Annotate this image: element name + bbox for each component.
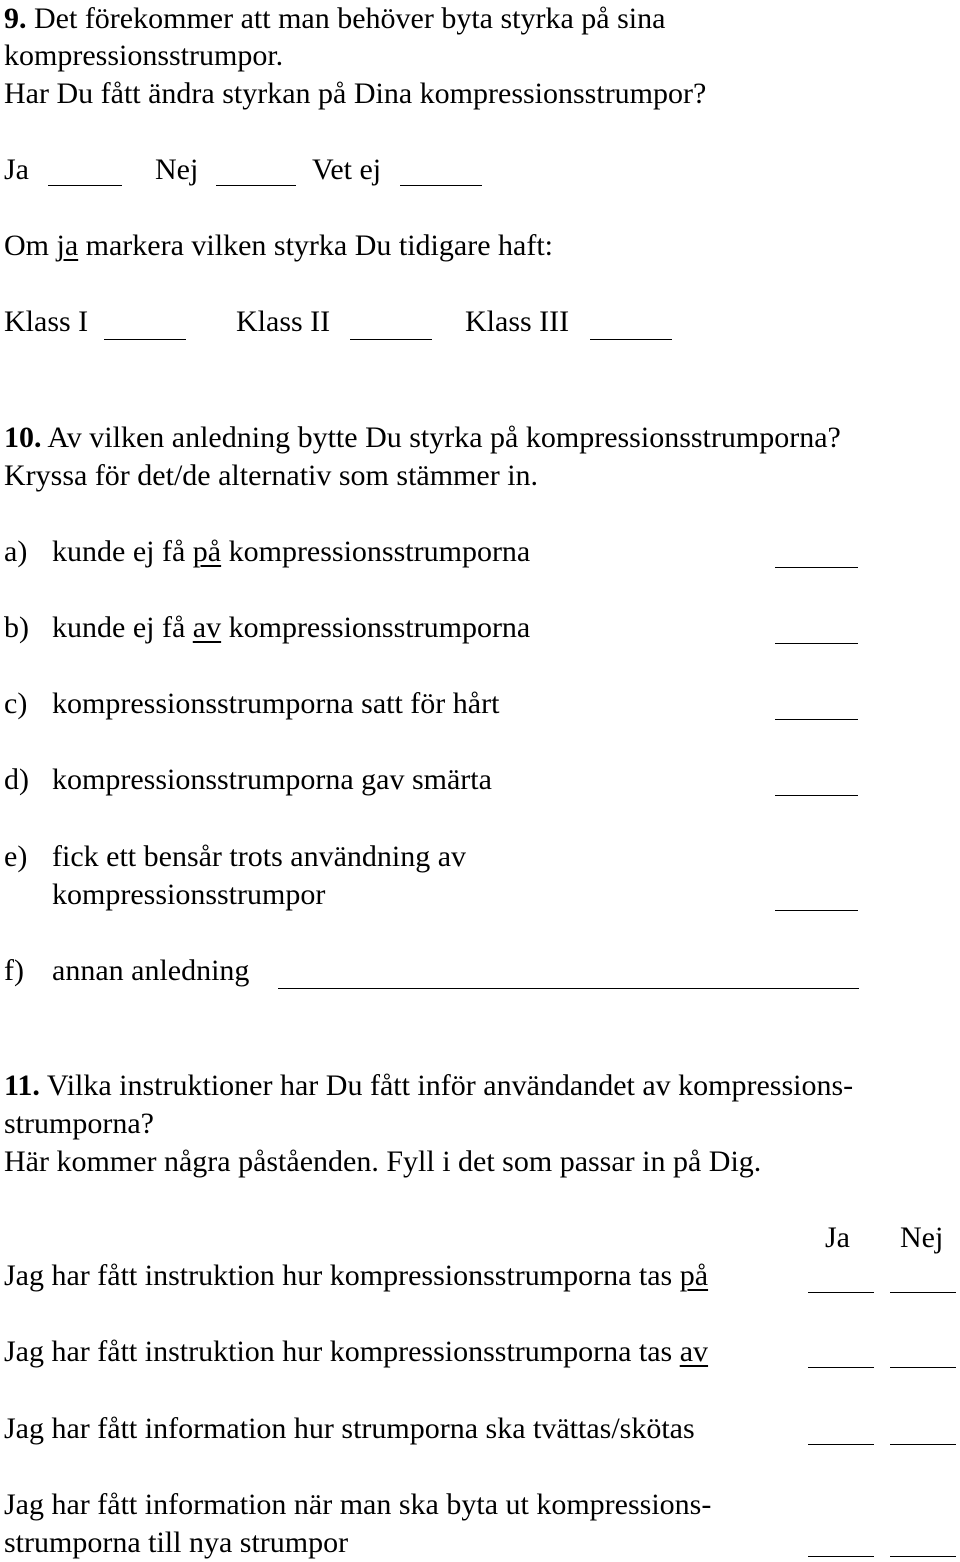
q11-statement-2-no-blank[interactable] (890, 1367, 956, 1368)
q10-item-a-post: kompressionsstrumporna (221, 535, 531, 568)
q9-blank-class-3[interactable] (590, 339, 672, 340)
q10-item-c-text: kompressionsstrumporna satt för hårt (52, 687, 500, 720)
q10-text-line1: Av vilken anledning bytte Du styrka på kompressionsstrumporna? (47, 421, 841, 454)
q9-followup-emph: ja (56, 229, 79, 262)
q11-heading (4, 1067, 853, 1105)
q11-statement-2-emph: av (679, 1335, 709, 1368)
q10-text-line2: Kryssa för det/de alternativ som stämmer in. (4, 459, 539, 492)
q9-text-line1: Det förekommer att man behöver byta styrka på sina (34, 2, 666, 35)
q9-followup (4, 227, 553, 265)
q10-item-d-label: d) (4, 763, 29, 796)
q9-followup-suffix: markera vilken styrka Du tidigare haft: (78, 229, 553, 262)
q9-blank-nej[interactable] (216, 185, 296, 186)
q10-item-a-blank[interactable] (775, 567, 858, 568)
q10-item-f-blank[interactable] (278, 988, 859, 989)
q9-heading (4, 0, 665, 38)
q10-item-b-post: kompressionsstrumporna (221, 611, 531, 644)
q11-statement-2-text (4, 1333, 708, 1371)
q11-number: 11. (4, 1069, 40, 1102)
q11-statement-1-emph: på (679, 1259, 709, 1292)
q9-blank-ja[interactable] (48, 185, 122, 186)
q10-item-e-line1: fick ett bensår trots användning av (52, 840, 467, 873)
q9-number: 9. (4, 2, 27, 35)
q10-item-b-emph: av (192, 611, 222, 644)
q10-item-a-emph: på (192, 535, 222, 568)
q11-statement-1-pre: Jag har fått instruktion hur kompressionsstrumporna tas (4, 1259, 680, 1292)
q9-text-line2: kompressionsstrumpor. (4, 39, 284, 72)
q10-item-e-line2: kompressionsstrumpor (52, 878, 326, 911)
q10-heading (4, 419, 841, 457)
q10-item-b-blank[interactable] (775, 643, 858, 644)
q11-statement-3-yes-blank[interactable] (808, 1444, 874, 1445)
q10-item-e-blank[interactable] (775, 910, 858, 911)
q9-blank-class-2[interactable] (350, 339, 432, 340)
q11-statement-4-line2: strumporna till nya strumpor (4, 1526, 349, 1559)
q9-option-ja: Ja (4, 153, 29, 186)
q10-item-f-text: annan anledning (52, 954, 250, 987)
q10-item-c-label: c) (4, 687, 28, 720)
q10-item-a-text (52, 533, 530, 571)
q11-statement-1-no-blank[interactable] (890, 1292, 956, 1293)
q10-number: 10. (4, 421, 42, 454)
q9-blank-vet-ej[interactable] (400, 185, 482, 186)
q10-item-b-pre: kunde ej få (52, 611, 193, 644)
q10-item-a-pre: kunde ej få (52, 535, 193, 568)
q9-option-nej: Nej (155, 153, 199, 186)
q11-col-no: Nej (900, 1221, 944, 1254)
q11-text-line3: Här kommer några påståenden. Fyll i det som passar in på Dig. (4, 1145, 762, 1178)
q9-option-vet-ej: Vet ej (312, 153, 382, 186)
q9-blank-class-1[interactable] (104, 339, 186, 340)
q9-text-line3: Har Du fått ändra styrkan på Dina kompressionsstrumpor? (4, 77, 707, 110)
q11-text-line2: strumporna? (4, 1107, 154, 1140)
q10-item-b-label: b) (4, 611, 29, 644)
q10-item-c-blank[interactable] (775, 719, 858, 720)
q10-item-a-label: a) (4, 535, 28, 568)
q10-item-f-label: f) (4, 954, 24, 987)
q11-statement-4-no-blank[interactable] (890, 1556, 956, 1557)
q11-statement-1-yes-blank[interactable] (808, 1292, 874, 1293)
q11-statement-3-text: Jag har fått information hur strumporna ska tvättas/skötas (4, 1412, 695, 1445)
q10-item-e-label: e) (4, 840, 28, 873)
q9-class-1: Klass I (4, 305, 89, 338)
q9-class-2: Klass II (236, 305, 331, 338)
q11-text-line1: Vilka instruktioner har Du fått inför användandet av kompressions- (46, 1069, 854, 1102)
q11-statement-3-no-blank[interactable] (890, 1444, 956, 1445)
q10-item-d-text: kompressionsstrumporna gav smärta (52, 763, 492, 796)
q11-statement-4-line1: Jag har fått information när man ska byta ut kompressions- (4, 1488, 712, 1521)
q11-col-yes: Ja (825, 1221, 850, 1254)
q11-statement-4-yes-blank[interactable] (808, 1556, 874, 1557)
q10-item-b-text (52, 609, 530, 647)
q9-followup-prefix: Om (4, 229, 57, 262)
q11-statement-2-yes-blank[interactable] (808, 1367, 874, 1368)
q9-class-3: Klass III (465, 305, 570, 338)
q11-statement-1-text (4, 1257, 708, 1295)
q10-item-d-blank[interactable] (775, 795, 858, 796)
q11-statement-2-pre: Jag har fått instruktion hur kompressionsstrumporna tas (4, 1335, 680, 1368)
